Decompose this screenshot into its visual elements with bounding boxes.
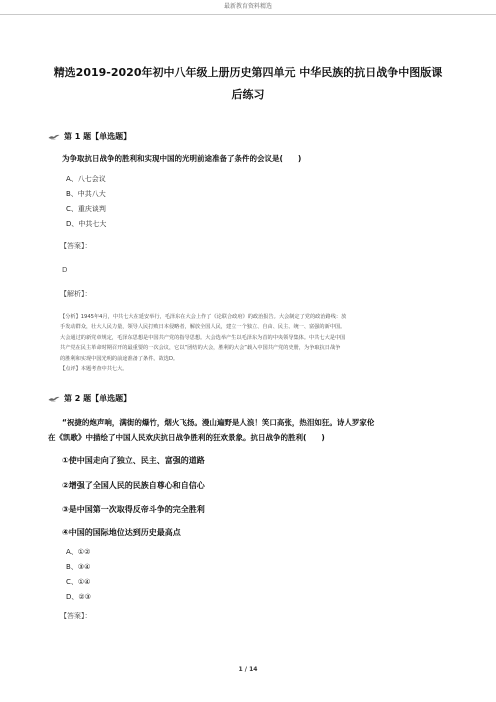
document-title-line1: 精选2019-2020年初中八年级上册历史第四单元 中华民族的抗日战争中图版课 (53, 66, 443, 79)
analysis-line: 共产党在民主革命时期召开的最重要的一次会议，它以“团结的大会，胜利的大会”载入中国共产党的史册，为争取抗日战争 (60, 345, 341, 352)
question-2-option-c: C、①④ (66, 578, 91, 586)
question-2-option-b: B、③④ (66, 563, 91, 571)
bird-icon (48, 395, 60, 403)
question-1-option-b: B、中共八大 (66, 190, 106, 198)
question-1-option-d: D、中共七大 (66, 220, 107, 228)
question-2-option-d: D、②③ (66, 593, 91, 601)
question-2-answer-label: 【答案】： (60, 612, 92, 620)
question-1-option-a: A、八七会议 (66, 175, 106, 183)
question-2-stem-line1: “祝捷的炮声响，满街的爆竹，烟火飞扬。漫山遍野是人浪！笑口高张，热泪如狂。诗人罗家伦 (62, 418, 375, 427)
question-2-heading-text: 第 2 题【单选题】 (64, 394, 132, 403)
question-2-item-2: ②增强了全国人民的民族自尊心和自信心 (62, 481, 205, 490)
analysis-line: 【分析】1945年4月，中共七大在延安举行，毛泽东在大会上作了《论联合政府》的政治报告。大会制定了党的政治路线：放 (60, 314, 347, 320)
analysis-line: 大会通过的新党章规定，毛泽东思想是中国共产党的指导思想。大会选举产生以毛泽东为首的中央领导集体。中共七大是中国 (60, 334, 346, 341)
analysis-line: 手发动群众，壮大人民力量，领导人民打败日本侵略者，解放全国人民，建立一个独立、自由、民主、统一、富强的新中国。 (60, 324, 346, 331)
question-1-analysis (60, 312, 440, 374)
question-1-heading-text: 第 1 题【单选题】 (64, 132, 132, 141)
question-2-stem-line2: 在《凯歌》中描绘了中国人民欢庆抗日战争胜利的狂欢景象。抗日战争的胜利( ) (48, 433, 325, 442)
page-header: 最新教育资料精选 (0, 0, 496, 15)
question-1-stem: 为争取抗日战争的胜利和实现中国的光明前途准备了条件的会议是( ) (62, 154, 302, 163)
question-1-answer-label: 【答案】： (60, 242, 92, 250)
question-2-heading (48, 393, 131, 405)
page-number: 1 / 14 (238, 666, 258, 673)
question-1-answer: D (62, 266, 68, 274)
question-2-option-a: A、①② (66, 548, 91, 556)
question-2-item-3: ③是中国第一次取得反帝斗争的完全胜利 (62, 505, 205, 514)
analysis-line: 【点评】本题考查中共七大。 (60, 366, 128, 373)
question-1-option-c: C、重庆谈判 (66, 205, 106, 213)
question-2-item-4: ④中国的国际地位达到历史最高点 (62, 528, 181, 537)
analysis-line: 的胜利和实现中国光明的前途准备了条件。故选D。 (60, 355, 179, 362)
question-1-heading (48, 131, 131, 143)
document-title-line2: 后练习 (231, 88, 265, 101)
document-title (40, 62, 456, 106)
bird-icon (48, 133, 60, 141)
question-1-analysis-label: 【解析】： (60, 290, 92, 298)
question-2-item-1: ①使中国走向了独立、民主、富强的道路 (62, 456, 205, 465)
